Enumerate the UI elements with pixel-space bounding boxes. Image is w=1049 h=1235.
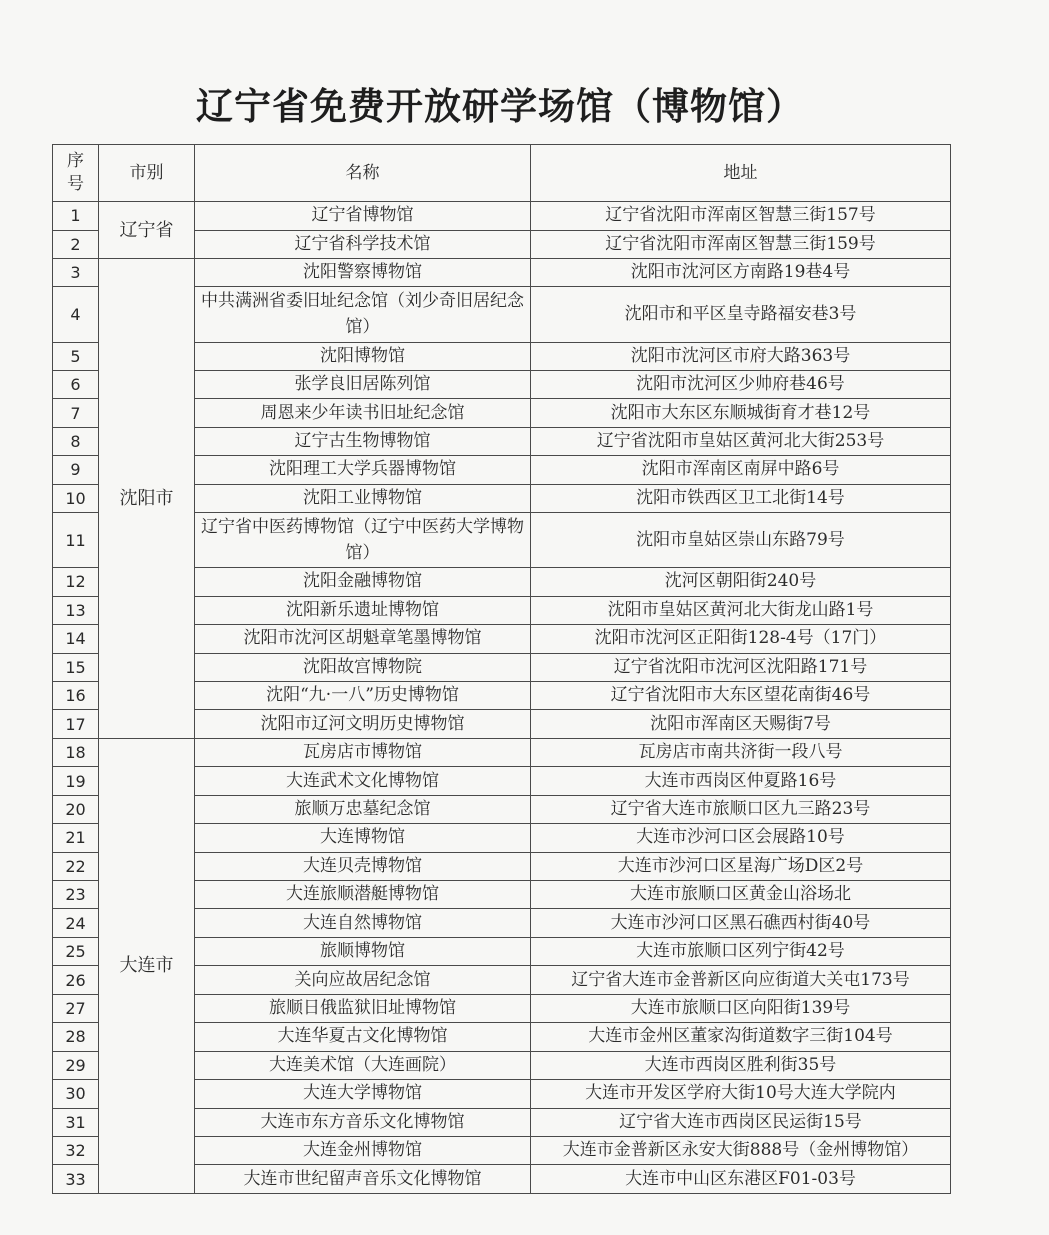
museum-address: 沈阳市浑南区南屏中路6号 bbox=[531, 456, 951, 484]
row-seq: 33 bbox=[53, 1165, 99, 1194]
row-seq: 15 bbox=[53, 653, 99, 681]
museum-address: 辽宁省沈阳市皇姑区黄河北大街253号 bbox=[531, 427, 951, 455]
museum-address: 沈阳市皇姑区崇山东路79号 bbox=[531, 513, 951, 568]
row-seq: 32 bbox=[53, 1136, 99, 1164]
row-seq: 24 bbox=[53, 909, 99, 937]
museum-name: 大连美术馆（大连画院） bbox=[195, 1051, 531, 1079]
row-seq: 9 bbox=[53, 456, 99, 484]
museum-address: 大连市西岗区胜利街35号 bbox=[531, 1051, 951, 1079]
museum-name: 大连华夏古文化博物馆 bbox=[195, 1023, 531, 1051]
row-seq: 31 bbox=[53, 1108, 99, 1136]
museum-address: 沈河区朝阳街240号 bbox=[531, 568, 951, 596]
museum-address: 大连市旅顺口区向阳街139号 bbox=[531, 994, 951, 1022]
museum-name: 中共满洲省委旧址纪念馆（刘少奇旧居纪念馆） bbox=[195, 287, 531, 342]
museum-address: 大连市西岗区仲夏路16号 bbox=[531, 767, 951, 795]
row-seq: 25 bbox=[53, 937, 99, 965]
museum-address: 沈阳市沈河区方南路19巷4号 bbox=[531, 258, 951, 286]
museum-address: 大连市沙河口区黑石礁西村街40号 bbox=[531, 909, 951, 937]
header-seq: 序号 bbox=[53, 145, 99, 202]
museum-name: 大连博物馆 bbox=[195, 824, 531, 852]
museum-name: 大连市世纪留声音乐文化博物馆 bbox=[195, 1165, 531, 1194]
row-seq: 17 bbox=[53, 710, 99, 738]
museum-name: 大连贝壳博物馆 bbox=[195, 852, 531, 880]
museum-name: 大连金州博物馆 bbox=[195, 1136, 531, 1164]
museum-address: 辽宁省沈阳市浑南区智慧三街159号 bbox=[531, 230, 951, 258]
row-seq: 2 bbox=[53, 230, 99, 258]
row-seq: 11 bbox=[53, 513, 99, 568]
museum-name: 张学良旧居陈列馆 bbox=[195, 370, 531, 398]
museum-address: 辽宁省大连市西岗区民运街15号 bbox=[531, 1108, 951, 1136]
row-seq: 30 bbox=[53, 1080, 99, 1108]
museum-address: 辽宁省大连市金普新区向应街道大关屯173号 bbox=[531, 966, 951, 994]
row-seq: 8 bbox=[53, 427, 99, 455]
museum-address: 大连市沙河口区星海广场D区2号 bbox=[531, 852, 951, 880]
table-row bbox=[53, 738, 951, 766]
museum-address: 大连市金州区董家沟街道数字三街104号 bbox=[531, 1023, 951, 1051]
museum-address: 大连市金普新区永安大街888号（金州博物馆） bbox=[531, 1136, 951, 1164]
museum-name: 大连市东方音乐文化博物馆 bbox=[195, 1108, 531, 1136]
city-cell: 辽宁省 bbox=[99, 202, 195, 259]
museum-address: 大连市中山区东港区F01-03号 bbox=[531, 1165, 951, 1194]
row-seq: 29 bbox=[53, 1051, 99, 1079]
row-seq: 27 bbox=[53, 994, 99, 1022]
row-seq: 10 bbox=[53, 484, 99, 512]
museum-name: 关向应故居纪念馆 bbox=[195, 966, 531, 994]
museum-name: 瓦房店市博物馆 bbox=[195, 738, 531, 766]
header-name: 名称 bbox=[195, 145, 531, 202]
museum-address: 沈阳市沈河区正阳街128-4号（17门） bbox=[531, 625, 951, 653]
museum-name: 沈阳市沈河区胡魁章笔墨博物馆 bbox=[195, 625, 531, 653]
row-seq: 3 bbox=[53, 258, 99, 286]
row-seq: 12 bbox=[53, 568, 99, 596]
header-city: 市别 bbox=[99, 145, 195, 202]
header-address: 地址 bbox=[531, 145, 951, 202]
row-seq: 26 bbox=[53, 966, 99, 994]
city-cell: 大连市 bbox=[99, 738, 195, 1193]
museum-address: 沈阳市沈河区少帅府巷46号 bbox=[531, 370, 951, 398]
museum-address: 沈阳市沈河区市府大路363号 bbox=[531, 342, 951, 370]
museum-name: 沈阳“九·一八”历史博物馆 bbox=[195, 681, 531, 709]
museum-name: 辽宁古生物博物馆 bbox=[195, 427, 531, 455]
city-cell: 沈阳市 bbox=[99, 258, 195, 738]
museum-name: 大连武术文化博物馆 bbox=[195, 767, 531, 795]
row-seq: 13 bbox=[53, 596, 99, 624]
museum-address: 大连市沙河口区会展路10号 bbox=[531, 824, 951, 852]
museum-name: 辽宁省中医药博物馆（辽宁中医药大学博物馆） bbox=[195, 513, 531, 568]
museum-address: 沈阳市铁西区卫工北街14号 bbox=[531, 484, 951, 512]
museum-address: 辽宁省大连市旅顺口区九三路23号 bbox=[531, 795, 951, 823]
museum-list-table-container bbox=[52, 144, 950, 1194]
museum-name: 旅顺日俄监狱旧址博物馆 bbox=[195, 994, 531, 1022]
museum-name: 大连大学博物馆 bbox=[195, 1080, 531, 1108]
museum-name: 旅顺万忠墓纪念馆 bbox=[195, 795, 531, 823]
row-seq: 19 bbox=[53, 767, 99, 795]
row-seq: 28 bbox=[53, 1023, 99, 1051]
row-seq: 1 bbox=[53, 202, 99, 230]
row-seq: 4 bbox=[53, 287, 99, 342]
museum-name: 周恩来少年读书旧址纪念馆 bbox=[195, 399, 531, 427]
museum-address: 沈阳市大东区东顺城街育才巷12号 bbox=[531, 399, 951, 427]
museum-name: 沈阳金融博物馆 bbox=[195, 568, 531, 596]
row-seq: 22 bbox=[53, 852, 99, 880]
museum-address: 辽宁省沈阳市大东区望花南街46号 bbox=[531, 681, 951, 709]
museum-name: 辽宁省博物馆 bbox=[195, 202, 531, 230]
museum-name: 沈阳新乐遗址博物馆 bbox=[195, 596, 531, 624]
museum-name: 大连自然博物馆 bbox=[195, 909, 531, 937]
museum-name: 沈阳警察博物馆 bbox=[195, 258, 531, 286]
museum-name: 旅顺博物馆 bbox=[195, 937, 531, 965]
table-row bbox=[53, 258, 951, 286]
museum-address: 沈阳市皇姑区黄河北大街龙山路1号 bbox=[531, 596, 951, 624]
museum-name: 沈阳理工大学兵器博物馆 bbox=[195, 456, 531, 484]
museum-name: 沈阳工业博物馆 bbox=[195, 484, 531, 512]
museum-address: 大连市旅顺口区列宁街42号 bbox=[531, 937, 951, 965]
table-header-row bbox=[53, 145, 951, 202]
museum-list-table bbox=[52, 144, 951, 1194]
row-seq: 7 bbox=[53, 399, 99, 427]
row-seq: 23 bbox=[53, 881, 99, 909]
museum-address: 沈阳市浑南区天赐街7号 bbox=[531, 710, 951, 738]
page-title: 辽宁省免费开放研学场馆（博物馆） bbox=[196, 85, 804, 128]
museum-address: 大连市开发区学府大街10号大连大学院内 bbox=[531, 1080, 951, 1108]
row-seq: 18 bbox=[53, 738, 99, 766]
museum-name: 沈阳博物馆 bbox=[195, 342, 531, 370]
row-seq: 20 bbox=[53, 795, 99, 823]
row-seq: 6 bbox=[53, 370, 99, 398]
row-seq: 21 bbox=[53, 824, 99, 852]
row-seq: 14 bbox=[53, 625, 99, 653]
museum-name: 沈阳故宫博物院 bbox=[195, 653, 531, 681]
museum-name: 沈阳市辽河文明历史博物馆 bbox=[195, 710, 531, 738]
museum-name: 大连旅顺潜艇博物馆 bbox=[195, 881, 531, 909]
museum-address: 辽宁省沈阳市沈河区沈阳路171号 bbox=[531, 653, 951, 681]
table-row bbox=[53, 202, 951, 230]
row-seq: 16 bbox=[53, 681, 99, 709]
row-seq: 5 bbox=[53, 342, 99, 370]
museum-address: 大连市旅顺口区黄金山浴场北 bbox=[531, 881, 951, 909]
museum-address: 辽宁省沈阳市浑南区智慧三街157号 bbox=[531, 202, 951, 230]
museum-address: 瓦房店市南共济街一段八号 bbox=[531, 738, 951, 766]
museum-address: 沈阳市和平区皇寺路福安巷3号 bbox=[531, 287, 951, 342]
museum-name: 辽宁省科学技术馆 bbox=[195, 230, 531, 258]
